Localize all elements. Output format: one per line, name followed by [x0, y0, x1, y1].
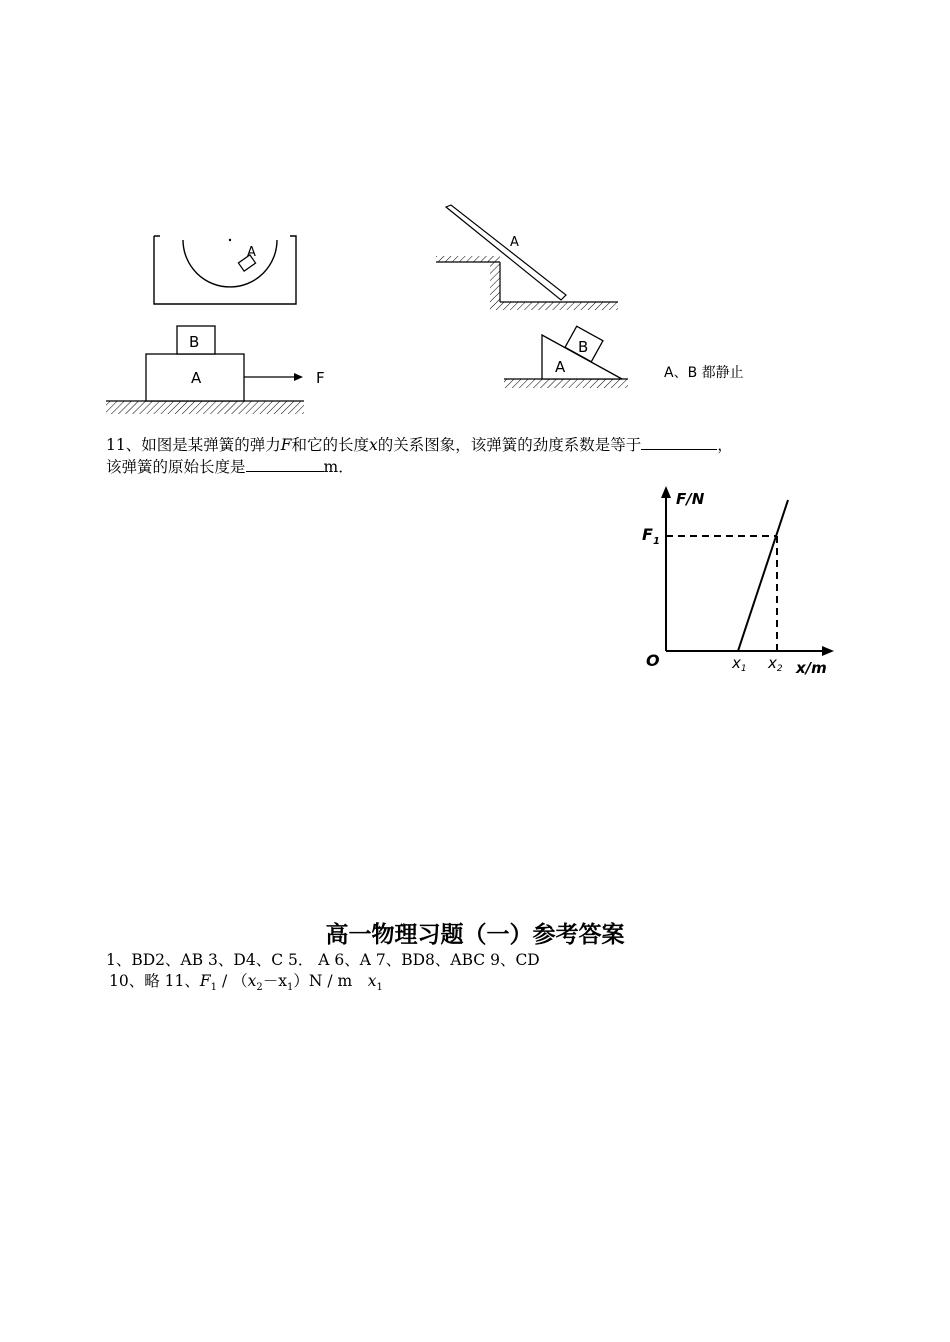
- bowl-center-dot: [229, 239, 231, 241]
- ans2-f: F: [199, 972, 211, 990]
- ans2-x2-sub: 2: [256, 982, 263, 994]
- q11-part5: 该弹簧的原始长度是: [106, 458, 246, 476]
- x2-label: $x_2$: [768, 654, 783, 674]
- ans2-x1-sub: 1: [376, 982, 383, 994]
- x1-label: $x_1$: [732, 654, 747, 674]
- wedge-label-a: A: [555, 358, 566, 376]
- ans2-prefix: 10、略 11、: [109, 972, 200, 990]
- ans2-f-sub: 1: [210, 982, 218, 994]
- q11-part1: 11、如图是某弹簧的弹力: [106, 436, 281, 454]
- force-arrow-head: [294, 373, 303, 381]
- answers-title: 高一物理习题（一）参考答案: [325, 921, 625, 948]
- stiffness-blank[interactable]: [641, 435, 717, 450]
- q11-var-x: x: [369, 436, 378, 454]
- block-b-label: B: [578, 338, 589, 356]
- ans2-slash: / （: [217, 972, 248, 990]
- spring-line: [738, 500, 788, 651]
- ground-hatch: [106, 401, 304, 414]
- q11-part3: 的关系图象，该弹簧的劲度系数是等于: [377, 436, 642, 454]
- f1-label: $F_1$: [642, 525, 660, 547]
- rod-label-a: A: [510, 235, 519, 250]
- x-axis-label: x/m: [796, 659, 827, 677]
- question-11: [106, 434, 866, 478]
- force-label: F: [316, 369, 325, 387]
- step-wall-hatch: [490, 262, 500, 310]
- ans2-x1b-sub: 1: [286, 982, 294, 994]
- bowl-label-a: A: [247, 245, 256, 260]
- container-outline: [154, 236, 296, 304]
- force-length-graph: [636, 480, 836, 680]
- q11-part2: 和它的长度: [291, 436, 370, 454]
- q11-part4: ，: [717, 436, 733, 454]
- ans2-x2: x: [247, 972, 257, 990]
- bowl-arc: [183, 240, 277, 287]
- q11-var-f: F: [280, 436, 292, 454]
- ans2-unit: ）N / m: [293, 972, 368, 990]
- ans2-minus: －x: [262, 972, 287, 990]
- x-axis-arrow: [822, 646, 834, 656]
- ans2-x1: x: [367, 972, 377, 990]
- y-axis-arrow: [661, 486, 671, 498]
- y-axis-label: F/N: [676, 490, 705, 508]
- incline-rod-figure: [434, 202, 622, 314]
- static-note: A、B 都静止: [664, 365, 744, 381]
- lower-ground-hatch: [500, 302, 618, 310]
- wedge-figure: [500, 322, 780, 394]
- origin-label: O: [646, 651, 660, 670]
- q11-unit: m．: [323, 458, 354, 476]
- ground-hatch: [504, 379, 628, 388]
- original-length-blank[interactable]: [246, 457, 324, 472]
- answers-line-2: [109, 970, 383, 999]
- block-a-label: A: [191, 369, 202, 387]
- stacked-blocks-figure: [104, 322, 340, 420]
- bowl-figure: [150, 232, 302, 308]
- upper-ground-hatch: [436, 256, 500, 262]
- answers-line-1: 1、BD2、AB 3、D4、C 5． A 6、A 7、BD8、ABC 9、CD: [106, 951, 540, 969]
- leaning-rod: [446, 205, 566, 300]
- block-b-label: B: [189, 333, 200, 351]
